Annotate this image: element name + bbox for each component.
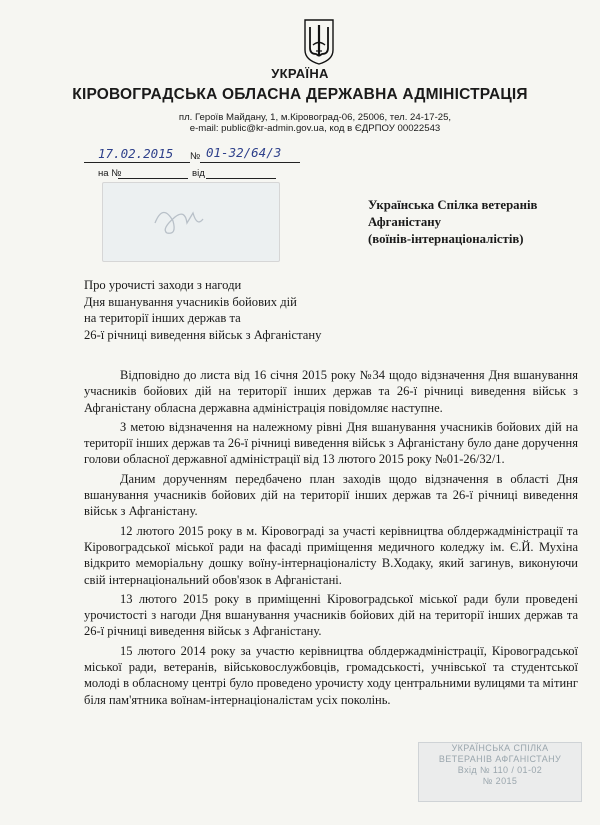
number-underline: [200, 162, 300, 163]
recipient-block: [368, 197, 568, 248]
organization-title: КІРОВОГРАДСЬКА ОБЛАСНА ДЕРЖАВНА АДМІНІСТРАЦІЯ: [72, 86, 528, 103]
reply-number-underline: [118, 178, 188, 179]
subject-line: Дня вшанування учасників бойових дій: [84, 294, 297, 309]
body-paragraph: Даним дорученням передбачено план заходів щодо відзначення в області Дня вшанування учасників бойових дій на території інших держав та 26-ї річниці виведення військ з Афганістану.: [84, 471, 578, 519]
date-underline: [84, 162, 190, 163]
recipient-line: Афганістану: [368, 215, 442, 229]
stamp-line: УКРАЇНСЬКА СПІЛКА: [451, 743, 549, 753]
from-date-underline: [206, 178, 276, 179]
stamp-line: ВЕТЕРАНІВ АФГАНІСТАНУ: [438, 754, 562, 764]
stamp-line: Вхід № 110 / 01-02: [457, 765, 543, 775]
incoming-stamp: [418, 742, 582, 802]
number-label: №: [190, 151, 201, 162]
registration-date: 17.02.2015: [98, 146, 174, 161]
letter-body: [84, 367, 578, 711]
recipient-line: (воїнів-інтернаціоналістів): [368, 232, 524, 246]
country-title: УКРАЇНА: [271, 66, 329, 81]
address-block: [140, 112, 490, 134]
body-paragraph: 15 лютого 2014 року за участю керівництва облдержадміністрації, Кіровоградської міської ради, ветеранів, військовослужбовців, громадськості, учнівської та студентської молоді в обласному центрі було проведено урочисту ходу центральними вулицями та мітинг біля пам'ятника воїнам-інтернаціоналістам усіх поколінь.: [84, 643, 578, 707]
registration-number: 01-32/64/3: [206, 145, 282, 160]
subject-line: на території інших держав та: [84, 311, 241, 325]
subject-line: Про урочисті заходи з нагоди: [84, 278, 242, 292]
body-paragraph: З метою відзначення на належному рівні Дня вшанування учасників бойових дій на території інших держав та 26-ї річниці виведення військ з Афганістану було дане доручення голови обласної державної адміністрації від 13 лютого 2015 року №01-26/32/1.: [84, 419, 578, 467]
recipient-line: Українська Спілка ветеранів: [368, 198, 538, 212]
from-label: від: [192, 168, 205, 179]
coat-of-arms-icon: [302, 18, 336, 66]
subject-line: 26-ї річниці виведення військ з Афганістану: [84, 327, 322, 342]
reply-to-label: на №: [98, 168, 122, 179]
stamp-line: № 2015: [482, 776, 518, 786]
body-paragraph: 13 лютого 2015 року в приміщенні Кіровоградської міської ради були проведені урочистості з нагоди Дня вшанування учасників бойових дій на території інших держав та 26-ї річниці виведення військ з Афганістану.: [84, 591, 578, 639]
body-paragraph: 12 лютого 2015 року в м. Кіровограді за участі керівництва облдержадміністрації та Кіровоградської міської ради на фасаді приміщення медичного коледжу ім. Є.Й. Мухіна відкрито меморіальну дошку воїну-інтернаціоналісту В.Ходаку, який загинув, виконуючи свій інтернаціональний обов'язок в Афганістані.: [84, 523, 578, 587]
subject-block: [84, 277, 364, 343]
signature-scribble: [103, 183, 279, 261]
address-line: пл. Героїв Майдану, 1, м.Кіровоград-06, 25006, тел. 24-17-25,: [178, 112, 452, 123]
body-paragraph: Відповідно до листа від 16 січня 2015 року №34 щодо відзначення Дня вшанування учасників бойових дій на території інших держав та 26-ї річниці виведення військ з Афганістану обласна державна адміністрація повідомляє наступне.: [84, 368, 578, 415]
contact-line: e-mail: public@kr-admin.gov.ua, код в ЄДРПОУ 00022543: [189, 123, 441, 134]
signature-stamp: [102, 182, 280, 262]
